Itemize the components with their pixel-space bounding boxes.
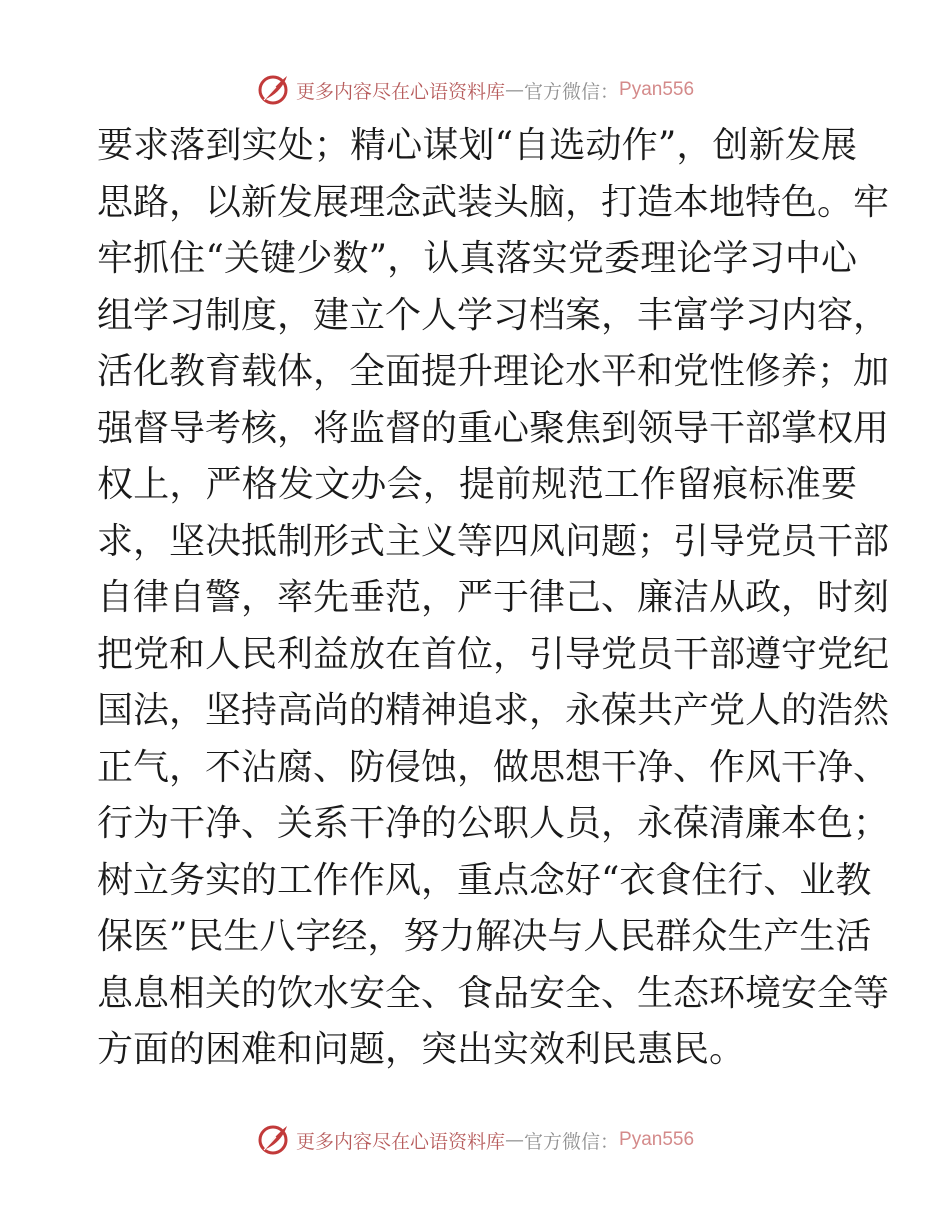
banner-separator: ： <box>600 1130 620 1153</box>
banner-separator: ： <box>600 80 620 103</box>
body-line: 求，坚决抵制形式主义等四风问题；引导党员干部 <box>97 520 890 562</box>
body-line: 自律自警，率先垂范，严于律己、廉洁从政，时刻 <box>97 577 890 618</box>
body-line: 保医”民生八字经，努力解决与人民群众生产生活 <box>97 916 872 957</box>
banner-wechat-id: Pyan556 <box>619 79 695 100</box>
banner-dash: — <box>504 1129 524 1151</box>
document-body <box>97 118 890 1079</box>
body-line: 息息相关的饮水安全、食品安全、生态环境安全等 <box>97 972 890 1014</box>
banner-wechat-label: 官方微信 <box>523 80 600 103</box>
banner-wechat-id: Pyan556 <box>619 1129 695 1150</box>
body-line: 树立务实的工作作风，重点念好“衣食住行、业教 <box>97 859 872 901</box>
header-banner <box>0 70 950 110</box>
feather-pen-logo-icon <box>256 73 290 107</box>
footer-banner <box>0 1120 950 1160</box>
body-line: 要求落到实处；精心谋划“自选动作”，创新发展 <box>97 125 857 166</box>
body-line: 活化教育载体，全面提升理论水平和党性修养；加 <box>97 351 890 392</box>
body-line: 把党和人民利益放在首位，引导党员干部遵守党纪 <box>97 633 890 675</box>
body-line: 国法，坚持高尚的精神追求，永葆共产党人的浩然 <box>97 690 890 731</box>
banner-wechat-label: 官方微信 <box>523 1130 600 1153</box>
banner-site-name: 更多内容尽在心语资料库 <box>295 80 505 103</box>
body-line: 组学习制度，建立个人学习档案，丰富学习内容， <box>97 294 890 336</box>
body-line: 强督导考核，将监督的重心聚焦到领导干部掌权用 <box>97 407 890 449</box>
feather-pen-logo-icon <box>256 1123 290 1157</box>
body-line: 牢抓住“关键少数”，认真落实党委理论学习中心 <box>97 238 857 279</box>
banner-site-name: 更多内容尽在心语资料库 <box>295 1130 505 1153</box>
banner-dash: — <box>504 79 524 101</box>
body-line: 正气，不沾腐、防侵蚀，做思想干净、作风干净、 <box>97 746 890 788</box>
body-line-last: 方面的困难和问题，突出实效利民惠民。 <box>97 1029 746 1070</box>
body-line: 权上，严格发文办会，提前规范工作留痕标准要 <box>97 464 857 505</box>
body-line: 行为干净、关系干净的公职人员，永葆清廉本色； <box>97 803 890 844</box>
body-line: 思路，以新发展理念武装头脑，打造本地特色。牢 <box>97 181 890 223</box>
